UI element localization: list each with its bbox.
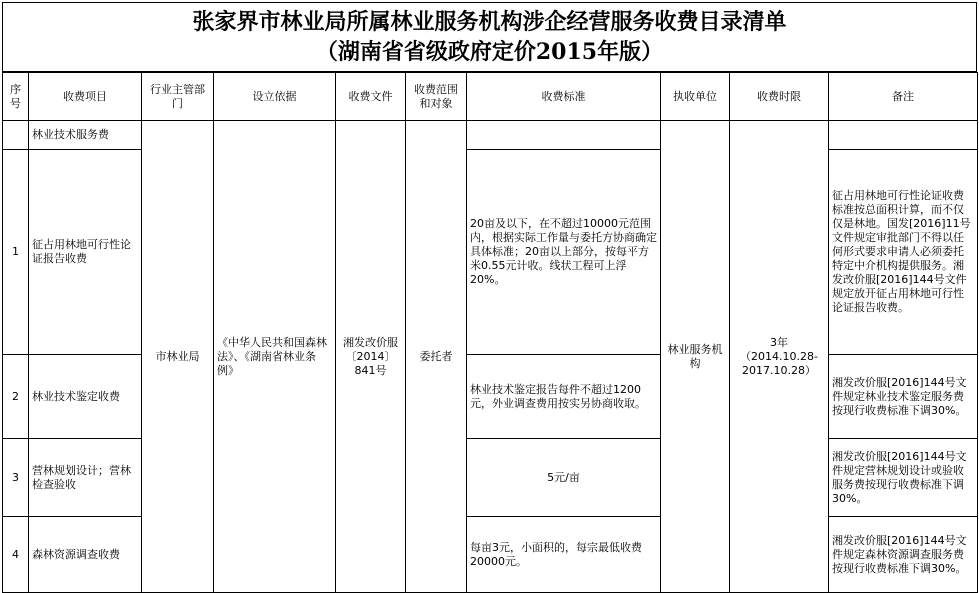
header-item: 收费项目 xyxy=(29,73,142,121)
row-remark: 征占用林地可行性论证收费标准按总面积计算，而不仅仅是林地。国发[2016]11号文件规定审批部门不得以任何形式要求申请人必须委托特定中介机构提供服务。湘发改价服[2016]144号文件规定放开征占用林地可行性论证报告收费。 xyxy=(829,150,978,355)
header-dept: 行业主管部门 xyxy=(142,73,214,121)
row-remark: 湘发改价服[2016]144号文件规定营林规划设计或验收服务费按现行收费标准下调30%。 xyxy=(829,439,978,517)
header-remark: 备注 xyxy=(829,73,978,121)
title-block xyxy=(2,2,977,72)
header-basis: 设立依据 xyxy=(214,73,336,121)
dept-cell: 市林业局 xyxy=(142,121,214,593)
header-standard: 收费标准 xyxy=(467,73,661,121)
doc-cell: 湘发改价服〔2014〕841号 xyxy=(336,121,406,593)
header-unit: 执收单位 xyxy=(661,73,730,121)
row-standard: 每亩3元，小面积的，每宗最低收费20000元。 xyxy=(467,517,661,593)
category-standard xyxy=(467,121,661,150)
row-seq: 3 xyxy=(3,439,29,517)
header-period: 收费时限 xyxy=(730,73,829,121)
header-row xyxy=(3,73,978,121)
row-item: 森林资源调查收费 xyxy=(29,517,142,593)
category-seq xyxy=(3,121,29,150)
header-seq: 序号 xyxy=(3,73,29,121)
row-standard: 5元/亩 xyxy=(467,439,661,517)
page-subtitle: （湖南省省级政府定价2015年版） xyxy=(315,39,664,65)
header-scope: 收费范围和对象 xyxy=(406,73,467,121)
unit-cell: 林业服务机构 xyxy=(661,121,730,593)
fee-table xyxy=(2,72,978,593)
header-doc: 收费文件 xyxy=(336,73,406,121)
row-remark: 湘发改价服[2016]144号文件规定森林资源调查服务费按现行收费标准下调30%。 xyxy=(829,517,978,593)
category-remark xyxy=(829,121,978,150)
row-seq: 4 xyxy=(3,517,29,593)
period-cell: 3年（2014.10.28-2017.10.28） xyxy=(730,121,829,593)
row-remark: 湘发改价服[2016]144号文件规定林业技术鉴定服务费按现行收费标准下调30%。 xyxy=(829,355,978,439)
page-title: 张家界市林业局所属林业服务机构涉企经营服务收费目录清单 xyxy=(192,9,787,35)
row-item: 征占用林地可行性论证报告收费 xyxy=(29,150,142,355)
basis-cell: 《中华人民共和国森林法》、《湖南省林业条例》 xyxy=(214,121,336,593)
row-item: 林业技术鉴定收费 xyxy=(29,355,142,439)
category-label: 林业技术服务费 xyxy=(29,121,142,150)
row-seq: 2 xyxy=(3,355,29,439)
row-seq: 1 xyxy=(3,150,29,355)
row-standard: 20亩及以下，在不超过10000元范围内，根据实际工作量与委托方协商确定具体标准；20亩以上部分，按每平方米0.55元计收。线状工程可上浮20%。 xyxy=(467,150,661,355)
category-row xyxy=(3,121,978,150)
scope-cell: 委托者 xyxy=(406,121,467,593)
row-item: 营林规划设计；营林检查验收 xyxy=(29,439,142,517)
row-standard: 林业技术鉴定报告每件不超过1200元，外业调查费用按实另协商收取。 xyxy=(467,355,661,439)
